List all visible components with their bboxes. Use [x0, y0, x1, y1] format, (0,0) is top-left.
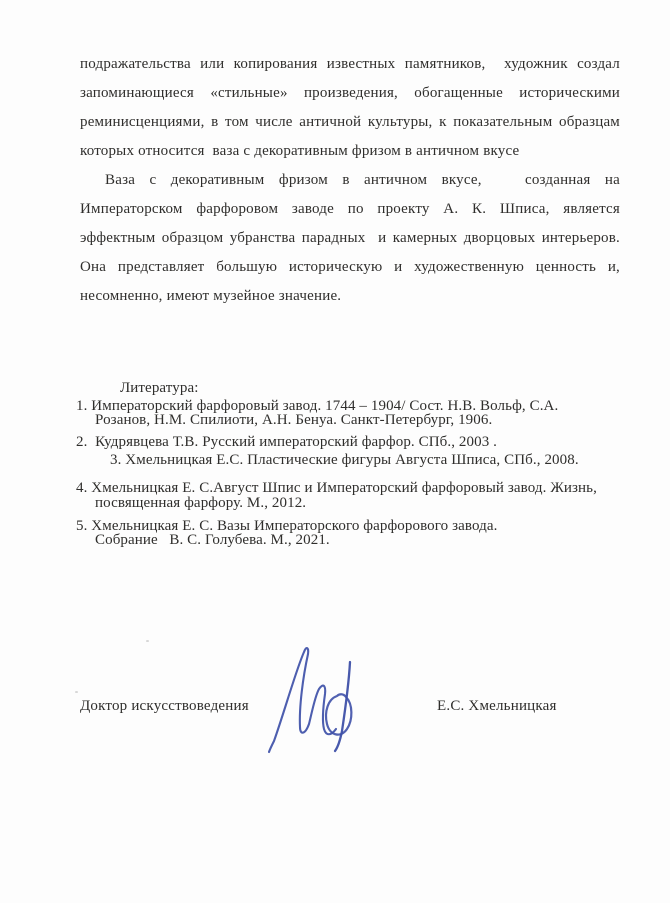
signature-icon — [250, 635, 385, 775]
text-line: которых относится ваза с декоративным фризом в античном вкусе — [80, 143, 520, 159]
body-paragraph-2 — [80, 166, 620, 311]
literature-item-line: 2. Кудрявцева Т.В. Русский императорский фарфор. СПб., 2003 . — [76, 434, 498, 450]
signatory-name-label: Е.С. Хмельницкая — [437, 698, 557, 714]
text-line: запоминающиеся «стильные» произведения, обогащенные историческими — [80, 85, 620, 101]
text-line: Императорском фарфоровом заводе по проекту А. К. Шписа, является — [80, 201, 620, 217]
signature-loop-stroke — [326, 694, 351, 734]
literature-item-line: 1. Императорский фарфоровый завод. 1744 – 1904/ Сост. Н.В. Вольф, С.А. — [76, 398, 559, 414]
signature-stem-stroke — [335, 662, 350, 751]
body-paragraph-1 — [80, 50, 620, 166]
signature-main-stroke — [269, 648, 336, 752]
scan-speck — [146, 640, 149, 642]
literature-item-line: 3. Хмельницкая Е.С. Пластические фигуры Августа Шписа, СПб., 2008. — [110, 452, 579, 468]
text-line: несомненно, имеют музейное значение. — [80, 288, 342, 304]
literature-item-line: 5. Хмельницкая Е. С. Вазы Императорского фарфорового завода. — [76, 518, 498, 534]
text-line: эффектным образцом убранства парадных и камерных дворцовых интерьеров. — [80, 230, 620, 246]
literature-item-line: посвященная фарфору. М., 2012. — [95, 495, 307, 511]
signatory-role-label: Доктор искусствоведения — [80, 698, 249, 714]
text-line: Она представляет большую историческую и художественную ценность и, — [80, 259, 620, 275]
text-line: Ваза с декоративным фризом в античном вкусе, созданная на — [105, 172, 620, 188]
literature-item-line: 4. Хмельницкая Е. С.Август Шпис и Императорский фарфоровый завод. Жизнь, — [76, 480, 597, 496]
literature-item-line: Розанов, Н.М. Спилиоти, А.Н. Бенуа. Санкт-Петербург, 1906. — [95, 412, 493, 428]
literature-item-line: Собрание В. С. Голубева. М., 2021. — [95, 532, 330, 548]
scan-speck — [75, 691, 78, 693]
text-line: подражательства или копирования известных памятников, художник создал — [80, 56, 620, 72]
text-line: реминисценциями, в том числе античной культуры, к показательным образцам — [80, 114, 620, 130]
literature-heading: Литература: — [120, 380, 199, 396]
